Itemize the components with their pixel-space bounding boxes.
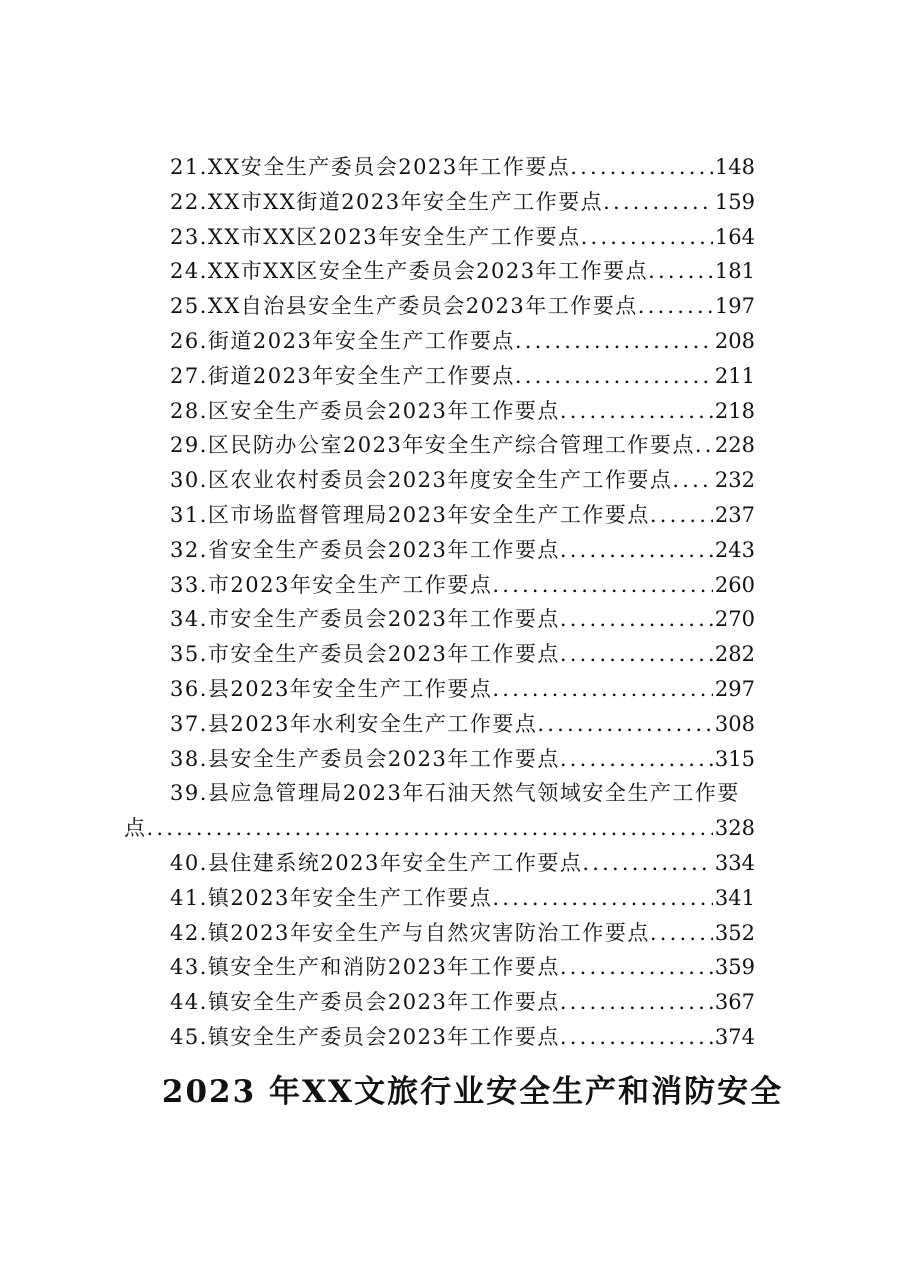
toc-entry-page: 181 <box>714 259 755 284</box>
toc-entry[interactable] <box>0 672 909 707</box>
dot-leader <box>492 672 713 707</box>
toc-entry-page: 374 <box>714 1024 755 1049</box>
toc-entry-page: 334 <box>714 850 755 875</box>
toc-entry-label: 31.区市场监督管理局2023年安全生产工作要点 <box>170 502 650 527</box>
dot-leader <box>582 846 713 881</box>
dot-leader <box>603 185 713 220</box>
toc-entry[interactable] <box>0 359 909 394</box>
toc-entry-page: 367 <box>714 990 755 1015</box>
dot-leader <box>648 254 713 289</box>
toc-entry[interactable] <box>0 498 909 533</box>
toc-entry[interactable] <box>0 950 909 985</box>
toc-entry-label: 26.街道2023年安全生产工作要点 <box>170 328 515 353</box>
toc-entry-label: 40.县住建系统2023年安全生产工作要点 <box>170 850 583 875</box>
toc-entry-label: 39.县应急管理局2023年石油天然气领域安全生产工作要 <box>170 781 740 806</box>
table-of-contents <box>0 150 909 1055</box>
dot-leader <box>581 220 713 255</box>
dot-leader <box>695 428 713 463</box>
toc-entry-page: 237 <box>714 502 755 527</box>
dot-leader <box>672 463 713 498</box>
dot-leader <box>560 637 713 672</box>
toc-entry-label: 24.XX市XX区安全生产委员会2023年工作要点 <box>170 259 649 284</box>
dot-leader <box>560 394 713 429</box>
dot-leader <box>650 916 713 951</box>
dot-leader <box>560 533 713 568</box>
toc-entry[interactable] <box>0 1020 909 1055</box>
dot-leader <box>515 324 713 359</box>
toc-entry[interactable] <box>0 776 909 846</box>
toc-entry[interactable] <box>0 742 909 777</box>
toc-entry-page: 232 <box>714 468 755 493</box>
toc-entry[interactable] <box>0 916 909 951</box>
toc-entry[interactable] <box>0 568 909 603</box>
toc-entry[interactable] <box>0 707 909 742</box>
toc-entry-page: 282 <box>714 642 755 667</box>
toc-entry-page: 328 <box>714 816 755 841</box>
toc-entry-page: 159 <box>714 189 755 214</box>
toc-entry-label: 27.街道2023年安全生产工作要点 <box>170 363 515 388</box>
toc-entry-label: 23.XX市XX区2023年安全生产工作要点 <box>170 224 581 249</box>
toc-entry-page: 211 <box>714 363 755 388</box>
toc-entry-label: 21.XX安全生产委员会2023年工作要点 <box>170 155 571 179</box>
dot-leader <box>650 498 713 533</box>
dot-leader <box>560 1020 713 1055</box>
toc-entry[interactable] <box>0 289 909 324</box>
toc-entry-page: 228 <box>714 433 755 458</box>
dot-leader <box>560 985 713 1020</box>
toc-entry-label: 41.镇2023年安全生产工作要点 <box>170 885 493 910</box>
toc-entry-page: 315 <box>714 746 755 771</box>
toc-entry-label: 22.XX市XX街道2023年安全生产工作要点 <box>170 189 604 214</box>
toc-entry-label: 30.区农业农村委员会2023年度安全生产工作要点 <box>170 468 673 493</box>
toc-entry-page: 341 <box>714 885 755 910</box>
toc-entry-label: 43.镇安全生产和消防2023年工作要点 <box>170 955 560 980</box>
dot-leader <box>560 742 713 777</box>
toc-entry[interactable] <box>0 394 909 429</box>
toc-entry[interactable] <box>0 150 909 185</box>
toc-entry-label: 42.镇2023年安全生产与自然灾害防治工作要点 <box>170 920 650 945</box>
toc-entry-label: 32.省安全生产委员会2023年工作要点 <box>170 537 560 562</box>
toc-entry[interactable] <box>0 602 909 637</box>
dot-leader <box>492 568 713 603</box>
toc-entry-page: 218 <box>714 398 755 423</box>
dot-leader <box>492 881 713 916</box>
toc-entry-page: 260 <box>714 572 755 597</box>
toc-entry-page: 164 <box>714 224 755 249</box>
section-heading: 2023 年XX文旅行业安全生产和消防安全 <box>161 1074 784 1110</box>
dot-leader <box>560 950 713 985</box>
toc-entry-label: 25.XX自治县安全生产委员会2023年工作要点 <box>170 294 638 319</box>
dot-leader <box>515 359 713 394</box>
toc-entry-page: 297 <box>714 676 755 701</box>
toc-entry-page: 208 <box>714 328 755 353</box>
toc-entry[interactable] <box>0 985 909 1020</box>
toc-entry-label: 29.区民防办公室2023年安全生产综合管理工作要点 <box>170 433 695 458</box>
toc-entry-page: 359 <box>714 955 755 980</box>
toc-entry[interactable] <box>0 185 909 220</box>
toc-entry[interactable] <box>0 846 909 881</box>
toc-entry-label: 35.市安全生产委员会2023年工作要点 <box>170 642 560 667</box>
toc-entry-label: 33.市2023年安全生产工作要点 <box>170 572 493 597</box>
dot-leader <box>570 150 713 185</box>
toc-entry-page: 270 <box>714 607 755 632</box>
toc-entry[interactable] <box>0 637 909 672</box>
toc-entry[interactable] <box>0 220 909 255</box>
dot-leader <box>560 602 713 637</box>
toc-entry[interactable] <box>0 881 909 916</box>
toc-entry-label-continued: 点 <box>124 816 147 841</box>
toc-entry-label: 44.镇安全生产委员会2023年工作要点 <box>170 990 560 1015</box>
toc-entry-label: 45.镇安全生产委员会2023年工作要点 <box>170 1024 560 1049</box>
toc-entry-label: 38.县安全生产委员会2023年工作要点 <box>170 746 560 771</box>
toc-entry-page: 197 <box>714 294 755 319</box>
dot-leader <box>147 811 713 846</box>
toc-entry-page: 243 <box>714 537 755 562</box>
toc-entry-page: 352 <box>714 920 755 945</box>
toc-entry-page: 308 <box>714 711 755 736</box>
toc-entry-label: 36.县2023年安全生产工作要点 <box>170 676 493 701</box>
dot-leader <box>638 289 713 324</box>
toc-entry[interactable] <box>0 324 909 359</box>
toc-entry[interactable] <box>0 533 909 568</box>
toc-entry[interactable] <box>0 428 909 463</box>
toc-entry-page: 148 <box>714 155 755 179</box>
dot-leader <box>537 707 713 742</box>
toc-entry[interactable] <box>0 463 909 498</box>
toc-entry-label: 37.县2023年水利安全生产工作要点 <box>170 711 538 736</box>
toc-entry-label: 34.市安全生产委员会2023年工作要点 <box>170 607 560 632</box>
toc-entry[interactable] <box>0 254 909 289</box>
toc-entry-label: 28.区安全生产委员会2023年工作要点 <box>170 398 560 423</box>
